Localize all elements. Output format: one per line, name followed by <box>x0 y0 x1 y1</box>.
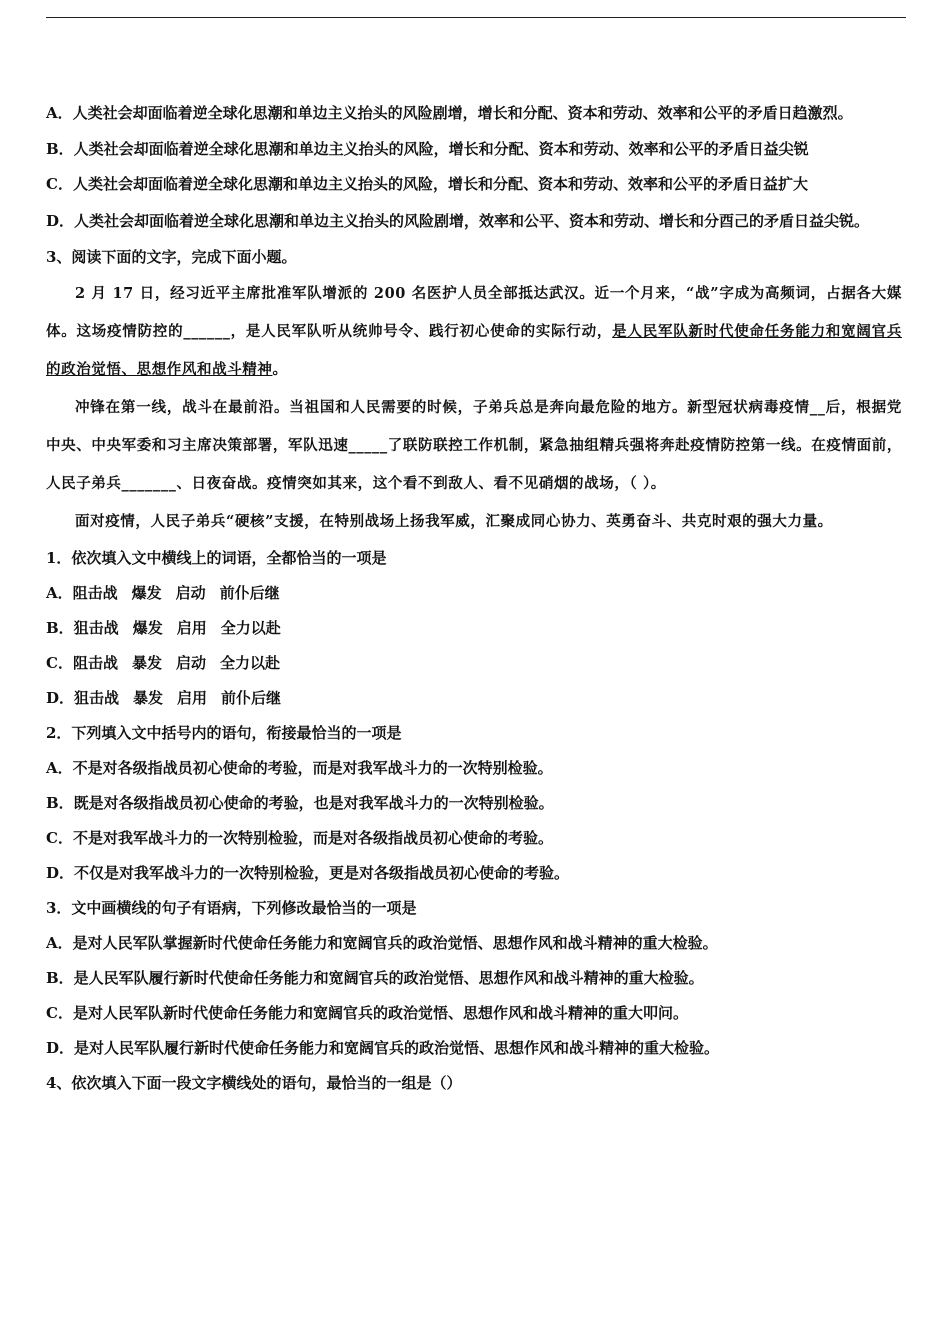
option-d: D．人类社会却面临着逆全球化思潮和单边主义抬头的风险剧增，效率和公平、资本和劳动、增长和分酉己的矛盾日益尖锐。 <box>46 212 870 230</box>
question-3-heading: 3、阅读下面的文字，完成下面小题。 <box>46 248 297 266</box>
sub2-option-d: D．不仅是对我军战斗力的一次特别检验，更是对各级指战员初心使命的考验。 <box>46 864 570 882</box>
sub1-option-d: D．狙击战 暴发 启用 前仆后继 <box>46 689 282 707</box>
sub2-option-a: A．不是对各级指战员初心使命的考验，而是对我军战斗力的一次特别检验。 <box>46 759 553 777</box>
sub-question-3-stem: 3．文中画横线的句子有语病，下列修改最恰当的一项是 <box>46 899 417 917</box>
header-rule <box>46 17 906 18</box>
sub2-option-b: B．既是对各级指战员初心使命的考验，也是对我军战斗力的一次特别检验。 <box>46 794 554 812</box>
option-a: A．人类社会却面临着逆全球化思潮和单边主义抬头的风险剧增，增长和分配、资本和劳动、效率和公平的矛盾日趋激烈。 <box>46 104 853 122</box>
sub-question-2-stem: 2．下列填入文中括号内的语句，衔接最恰当的一项是 <box>46 724 402 742</box>
sub3-option-a: A．是对人民军队掌握新时代使命任务能力和宽阔官兵的政治觉悟、思想作风和战斗精神的重大检验。 <box>46 934 718 952</box>
sub3-option-b: B．是人民军队履行新时代使命任务能力和宽阔官兵的政治觉悟、思想作风和战斗精神的重大检验。 <box>46 969 704 987</box>
sub1-option-c: C．阻击战 暴发 启动 全力以赴 <box>46 654 280 672</box>
sub2-option-c: C．不是对我军战斗力的一次特别检验，而是对各级指战员初心使命的考验。 <box>46 829 553 847</box>
passage-1-end: 。 <box>272 361 288 378</box>
passage-paragraph-1 <box>46 275 902 389</box>
sub3-option-c: C．是对人民军队新时代使命任务能力和宽阔官兵的政治觉悟、思想作风和战斗精神的重大叩问。 <box>46 1004 688 1022</box>
option-c: C．人类社会却面临着逆全球化思潮和单边主义抬头的风险，增长和分配、资本和劳动、效率和公平的矛盾日益扩大 <box>46 175 808 193</box>
sub1-option-b: B．狙击战 爆发 启用 全力以赴 <box>46 619 281 637</box>
sub-question-1-stem: 1．依次填入文中横线上的词语，全都恰当的一项是 <box>46 549 387 567</box>
sub3-option-d: D．是对人民军队履行新时代使命任务能力和宽阔官兵的政治觉悟、思想作风和战斗精神的重大检验。 <box>46 1039 720 1057</box>
sub1-option-a: A．阻击战 爆发 启动 前仆后继 <box>46 584 280 602</box>
passage-paragraph-3: 面对疫情，人民子弟兵“硬核”支援，在特别战场上扬我军威，汇聚成同心协力、英勇奋斗、共克时艰的强大力量。 <box>75 513 833 530</box>
question-4-heading: 4、依次填入下面一段文字横线处的语句，最恰当的一组是（） <box>46 1074 462 1092</box>
option-b: B．人类社会却面临着逆全球化思潮和单边主义抬头的风险，增长和分配、资本和劳动、效率和公平的矛盾日益尖锐 <box>46 140 809 158</box>
passage-paragraph-2: 冲锋在第一线，战斗在最前沿。当祖国和人民需要的时候，子弟兵总是奔向最危险的地方。新型冠状病毒疫情__后，根据党中央、中央军委和习主席决策部署，军队迅速_____了联防联控工作机制，紧急抽组精兵强将奔赴疫情防控第一线。在疫情面前，人民子弟兵_______、日夜奋战。疫情突如其来，这个看不到敌人、看不见硝烟的战场，（ ）。 <box>46 399 902 492</box>
document-content <box>46 94 902 1101</box>
passage-1-text: 2 月 17 日，经习近平主席批准军队增派的 200 名医护人员全部抵达武汉。近一个月来，“战”字成为高频词，占据各大媒体。这场疫情防控的______，是人民军队听从统帅号令、践行初心使命的实际行动， <box>46 285 902 340</box>
underlined-sentence: 是人民军队新时代使命任务能力和宽阔官兵的政治觉悟、思想作风和战斗精神 <box>46 323 902 378</box>
